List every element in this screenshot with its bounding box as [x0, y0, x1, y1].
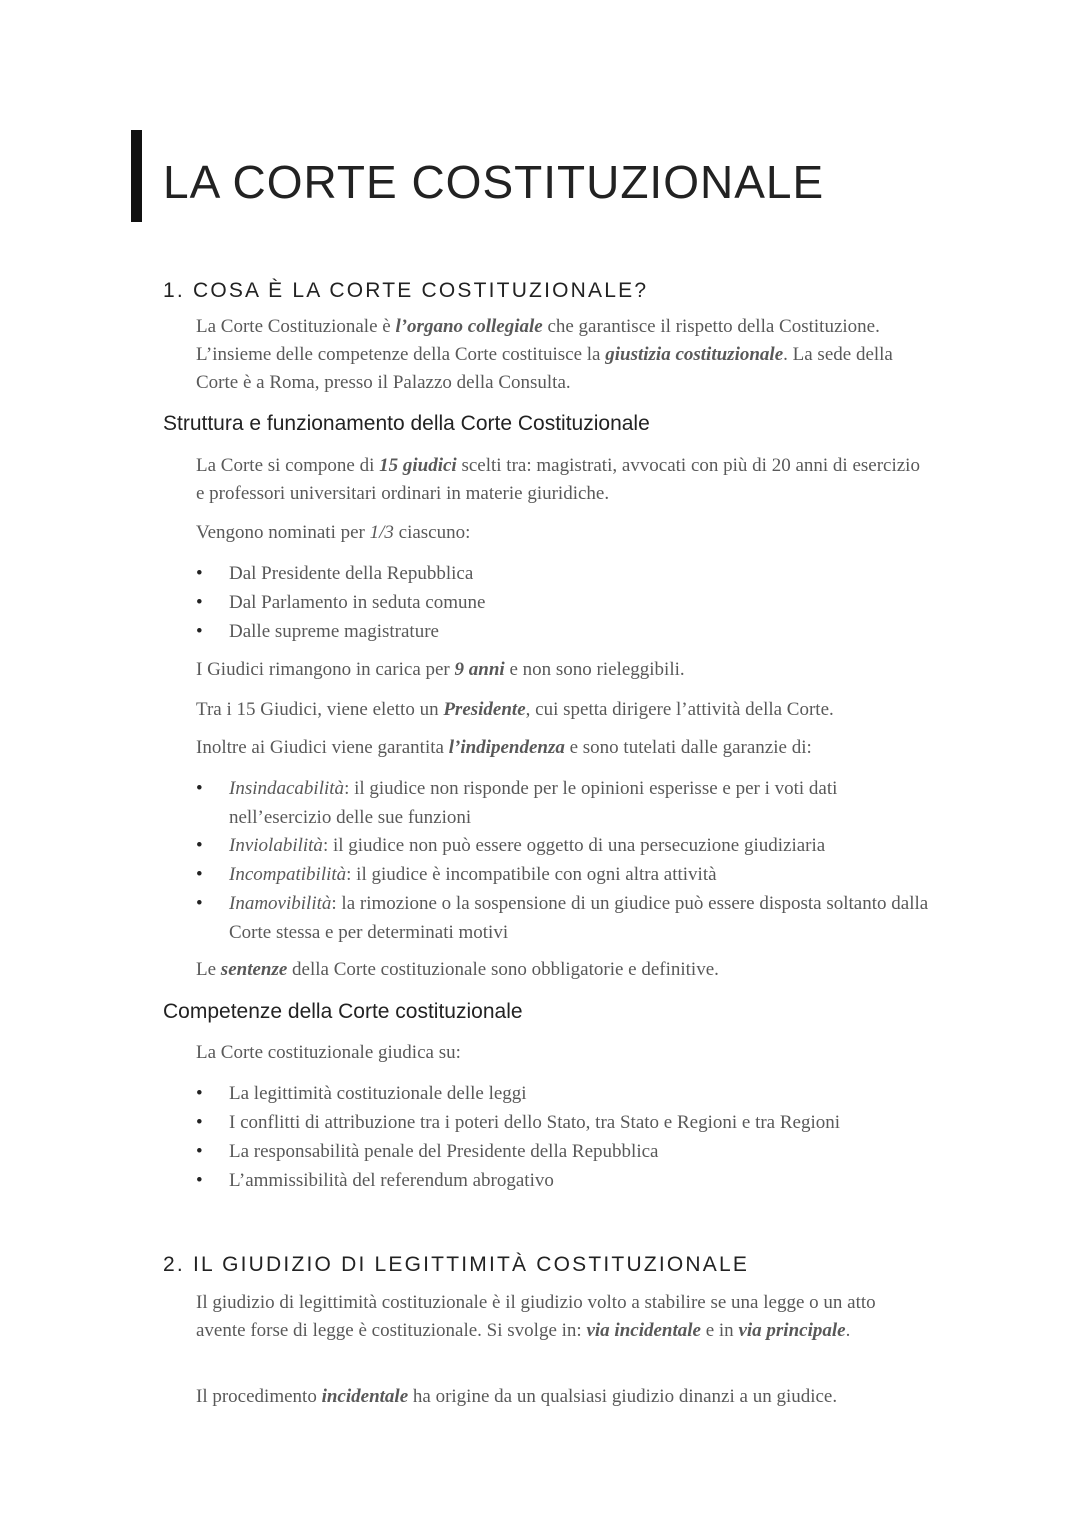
judges-on-paragraph	[196, 1039, 926, 1067]
emphasized-text: 15 giudici	[379, 455, 457, 476]
text-segment: e non sono rieleggibili.	[504, 659, 685, 680]
subheading-competenze: Competenze della Corte costituzionale	[163, 1000, 523, 1023]
text-segment: ciascuno:	[393, 522, 471, 543]
president-paragraph	[196, 696, 926, 724]
text-segment: La Corte Costituzionale è	[196, 316, 396, 337]
list-item	[196, 1166, 929, 1195]
title-accent-bar	[131, 130, 142, 222]
bullet-icon: •	[196, 1112, 203, 1133]
emphasized-text: incidentale	[321, 1386, 409, 1407]
text-segment: e sono tutelati dalle garanzie di:	[564, 737, 812, 758]
emphasized-text: l’organo collegiale	[395, 316, 543, 337]
list-item	[196, 774, 929, 832]
bullet-icon: •	[196, 893, 203, 914]
italic-text: Incompatibilità	[229, 864, 347, 885]
text-segment: ha origine da un qualsiasi giudizio dinanzi a un giudice.	[408, 1386, 838, 1407]
text-segment: che garantisce il rispetto della Costituzione. L’insieme delle competenze della Corte costituisce la	[196, 316, 880, 365]
text-segment: della Corte costituzionale sono obbligatorie e definitive.	[287, 959, 719, 980]
list-item	[196, 617, 929, 646]
list-item	[196, 559, 929, 588]
text-segment: La legittimità costituzionale delle leggi	[229, 1083, 527, 1104]
bullet-icon: •	[196, 835, 203, 856]
text-segment: Inoltre ai Giudici viene garantita	[196, 737, 449, 758]
section-2-heading: 2. IL GIUDIZIO DI LEGITTIMITÀ COSTITUZIONALE	[163, 1253, 750, 1276]
text-segment: La Corte si compone di	[196, 455, 380, 476]
emphasized-text: giustizia costituzionale	[605, 344, 784, 365]
text-segment: Dal Presidente della Repubblica	[229, 563, 474, 584]
nomination-paragraph	[196, 519, 926, 547]
bullet-icon: •	[196, 592, 203, 613]
legitimacy-paragraph	[196, 1289, 916, 1345]
intro-paragraph	[196, 313, 926, 397]
list-item	[196, 860, 929, 889]
text-segment: Le	[196, 959, 221, 980]
text-segment: Dalle supreme magistrature	[229, 621, 439, 642]
text-segment: L’ammissibilità del referendum abrogativo	[229, 1170, 554, 1191]
independence-paragraph	[196, 734, 926, 762]
text-segment: .	[845, 1320, 851, 1341]
text-segment: e in	[700, 1320, 739, 1341]
emphasized-text: 9 anni	[454, 659, 505, 680]
list-item	[196, 889, 929, 947]
list-item	[196, 1137, 929, 1166]
text-segment: : il giudice non può essere oggetto di una persecuzione giudiziaria	[322, 835, 826, 856]
text-segment: I Giudici rimangono in carica per	[196, 659, 455, 680]
list-item	[196, 1079, 929, 1108]
composition-paragraph	[196, 452, 926, 508]
list-item	[196, 588, 929, 617]
text-segment: La responsabilità penale del Presidente della Repubblica	[229, 1141, 659, 1162]
bullet-icon: •	[196, 1141, 203, 1162]
page-title: LA CORTE COSTITUZIONALE	[163, 156, 825, 208]
list-item	[196, 831, 929, 860]
bullet-icon: •	[196, 778, 203, 799]
text-segment: : il giudice non risponde per le opinioni esperisse e per i voti dati nell’esercizio delle sue funzioni	[229, 778, 838, 828]
text-segment: La Corte costituzionale giudica su:	[196, 1042, 461, 1063]
text-segment: . La sede della Corte è a Roma, presso il Palazzo della Consulta.	[196, 344, 893, 393]
emphasized-text: via principale	[738, 1320, 846, 1341]
text-segment: : il giudice è incompatibile con ogni altra attività	[346, 864, 717, 885]
text-segment: I conflitti di attribuzione tra i poteri dello Stato, tra Stato e Regioni e tra Regioni	[229, 1112, 841, 1133]
italic-text: Inviolabilità	[229, 835, 323, 856]
section-1-heading: 1. COSA È LA CORTE COSTITUZIONALE?	[163, 279, 649, 302]
incidental-paragraph	[196, 1383, 926, 1411]
italic-text: Inamovibilità	[229, 893, 332, 914]
term-paragraph	[196, 656, 926, 684]
text-segment: Il giudizio di legittimità costituzionale è il giudizio volto a stabilire se una legge o un atto avente forse di legge è costituzionale. Si svolge in:	[196, 1292, 876, 1341]
emphasized-text: sentenze	[220, 959, 288, 980]
emphasized-text: via incidentale	[586, 1320, 701, 1341]
italic-text: 1/3	[369, 522, 394, 543]
emphasized-text: Presidente	[443, 699, 526, 720]
sentences-paragraph	[196, 956, 926, 984]
list-item	[196, 1108, 929, 1137]
bullet-icon: •	[196, 864, 203, 885]
bullet-icon: •	[196, 1083, 203, 1104]
text-segment: Il procedimento	[196, 1386, 322, 1407]
text-segment: Dal Parlamento in seduta comune	[229, 592, 486, 613]
text-segment: scelti tra: magistrati, avvocati con più di 20 anni di esercizio e professori universitari ordinari in materie giuridiche.	[196, 455, 920, 504]
bullet-icon: •	[196, 621, 203, 642]
text-segment: , cui spetta dirigere l’attività della Corte.	[525, 699, 834, 720]
emphasized-text: l’indipendenza	[448, 737, 565, 758]
italic-text: Insindacabilità	[229, 778, 345, 799]
bullet-icon: •	[196, 1170, 203, 1191]
text-segment: Tra i 15 Giudici, viene eletto un	[196, 699, 444, 720]
bullet-icon: •	[196, 563, 203, 584]
text-segment: Vengono nominati per	[196, 522, 370, 543]
text-segment: : la rimozione o la sospensione di un giudice può essere disposta soltanto dalla Corte stessa e per determinati motivi	[229, 893, 929, 943]
subheading-struttura: Struttura e funzionamento della Corte Costituzionale	[163, 412, 650, 435]
